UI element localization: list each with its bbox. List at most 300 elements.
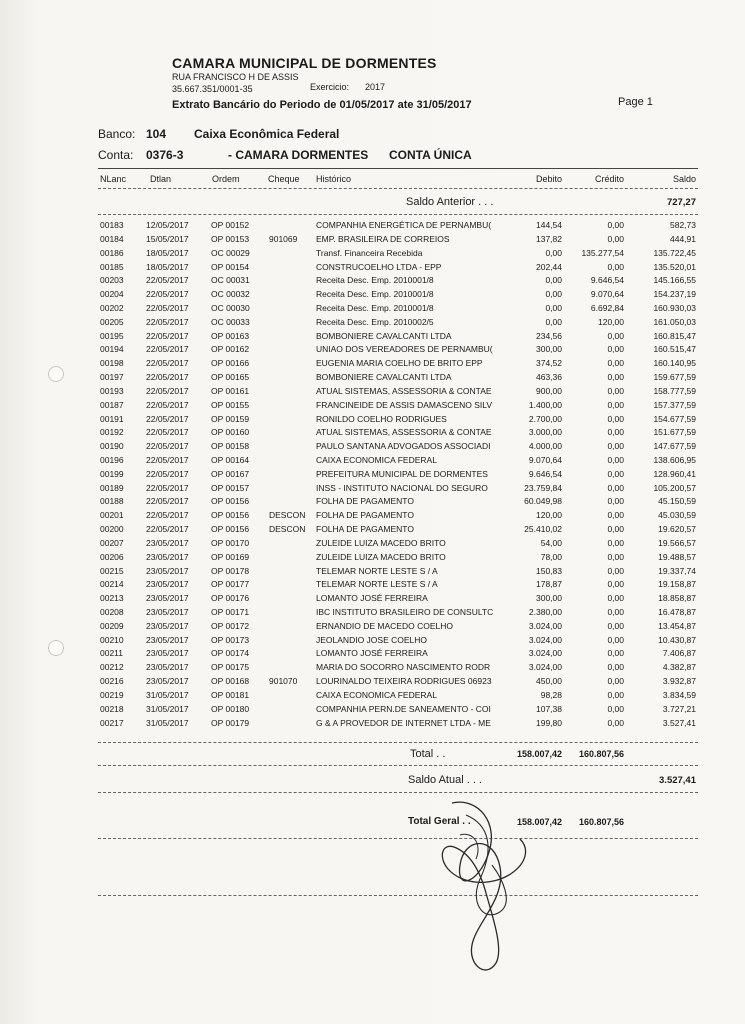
cell-dtlan: 15/05/2017 (146, 233, 189, 244)
cell-dtlan: 22/05/2017 (146, 385, 189, 396)
cell-saldo: 160.815,47 (653, 330, 696, 341)
divider (98, 895, 698, 896)
cell-ordem: OP 00178 (211, 565, 250, 576)
col-nlanc: NLanc (100, 174, 127, 184)
cell-ordem: OC 00031 (211, 275, 250, 286)
cell-historico: IBC INSTITUTO BRASILEIRO DE CONSULTC (316, 607, 494, 617)
cell-dtlan: 22/05/2017 (146, 344, 189, 355)
cell-nlanc: 00212 (100, 662, 124, 673)
cell-nlanc: 00217 (100, 717, 124, 728)
cell-debito: 900,00 (536, 385, 562, 396)
cell-nlanc: 00195 (100, 330, 124, 341)
cell-saldo: 19.566,57 (658, 537, 696, 548)
cell-debito: 3.024,00 (528, 648, 562, 659)
cell-debito: 3.000,00 (528, 427, 562, 438)
cell-dtlan: 23/05/2017 (146, 579, 189, 590)
cell-debito: 78,00 (540, 551, 562, 562)
cell-ordem: OP 00158 (211, 441, 250, 452)
cell-saldo: 147.677,59 (653, 441, 696, 452)
cell-debito: 0,00 (545, 302, 562, 313)
cell-historico: ATUAL SISTEMAS, ASSESSORIA & CONTAE (316, 427, 492, 438)
cell-nlanc: 00191 (100, 413, 124, 424)
col-debito: Debito (535, 174, 562, 184)
cell-historico: COMPANHIA ENERGÉTICA DE PERNAMBU( (316, 220, 492, 230)
cell-debito: 463,36 (536, 372, 562, 382)
cell-saldo: 159.677,59 (653, 372, 696, 382)
cell-dtlan: 23/05/2017 (146, 634, 189, 645)
cell-dtlan: 31/05/2017 (146, 689, 189, 700)
cell-saldo: 19.337,74 (658, 565, 696, 576)
cell-ordem: OP 00160 (211, 427, 250, 438)
cell-nlanc: 00216 (100, 676, 124, 687)
cell-saldo: 19.620,57 (658, 524, 696, 534)
cell-credito: 0,00 (607, 703, 624, 714)
cell-dtlan: 22/05/2017 (146, 441, 189, 452)
cell-dtlan: 31/05/2017 (146, 717, 189, 728)
cell-credito: 0,00 (607, 441, 624, 452)
cell-nlanc: 00207 (100, 537, 124, 548)
cell-historico: LOMANTO JOSÉ FERREIRA (316, 648, 428, 659)
cell-credito: 0,00 (607, 496, 624, 507)
cell-debito: 300,00 (536, 344, 562, 355)
total-label: Total . . (410, 748, 446, 760)
cell-saldo: 19.158,87 (658, 579, 696, 590)
cell-credito: 0,00 (607, 689, 624, 700)
cell-nlanc: 00200 (100, 524, 124, 534)
cell-nlanc: 00187 (100, 399, 124, 410)
cell-saldo: 16.478,87 (658, 607, 696, 617)
total-geral-credito: 160.807,56 (578, 817, 624, 827)
cell-debito: 23.759,84 (524, 482, 562, 493)
cell-historico: UNIAO DOS VEREADORES DE PERNAMBU( (316, 344, 493, 355)
cell-dtlan: 22/05/2017 (146, 275, 189, 286)
cell-saldo: 154.237,19 (653, 289, 696, 300)
cell-debito: 107,38 (536, 703, 562, 714)
cell-credito: 0,00 (607, 662, 624, 673)
cell-debito: 300,00 (536, 593, 562, 604)
cell-historico: FRANCINEIDE DE ASSIS DAMASCENO SILV (316, 399, 493, 410)
cell-historico: EUGENIA MARIA COELHO DE BRITO EPP (316, 358, 483, 369)
cell-dtlan: 22/05/2017 (146, 468, 189, 479)
cell-saldo: 158.777,59 (653, 385, 696, 396)
cell-saldo: 3.834,59 (662, 689, 696, 700)
cell-debito: 144,54 (536, 220, 562, 230)
cell-historico: CAIXA ECONOMICA FEDERAL (316, 454, 437, 465)
cell-nlanc: 00204 (100, 289, 124, 300)
cell-saldo: 18.858,87 (658, 593, 696, 604)
handwritten-signature (430, 795, 540, 985)
cell-credito: 9.646,54 (590, 275, 624, 286)
cell-credito: 0,00 (607, 454, 624, 465)
cell-historico: Receita Desc. Emp. 2010001/8 (316, 302, 434, 313)
total-geral-label: Total Geral . . (408, 816, 471, 827)
cell-ordem: OP 00153 (211, 233, 250, 244)
cell-ordem: OP 00164 (211, 454, 250, 465)
cell-saldo: 7.406,87 (662, 648, 696, 659)
cell-cheque: 901069 (269, 233, 298, 244)
cell-debito: 150,83 (536, 565, 562, 576)
banco-code: 104 (146, 127, 167, 141)
cell-ordem: OP 00181 (211, 689, 250, 700)
cell-nlanc: 00190 (100, 441, 124, 452)
cell-saldo: 105.200,57 (653, 482, 696, 493)
cell-ordem: OP 00166 (211, 358, 250, 369)
cell-dtlan: 18/05/2017 (146, 247, 189, 258)
cell-credito: 135.277,54 (581, 247, 624, 258)
cell-saldo: 444,91 (670, 233, 696, 244)
cell-dtlan: 22/05/2017 (146, 482, 189, 493)
cell-dtlan: 23/05/2017 (146, 607, 189, 617)
cell-debito: 202,44 (536, 261, 562, 272)
org-address: RUA FRANCISCO H DE ASSIS (172, 72, 299, 82)
cell-dtlan: 22/05/2017 (146, 289, 189, 300)
divider (98, 765, 698, 766)
cell-historico: INSS - INSTITUTO NACIONAL DO SEGURO (316, 482, 488, 493)
org-name: CAMARA MUNICIPAL DE DORMENTES (172, 55, 437, 71)
cell-historico: RONILDO COELHO RODRIGUES (316, 413, 447, 424)
cell-historico: MARIA DO SOCORRO NASCIMENTO RODR (316, 662, 491, 673)
cell-saldo: 145.166,55 (653, 275, 696, 286)
col-cheque: Cheque (268, 174, 300, 184)
cell-nlanc: 00213 (100, 593, 124, 604)
cell-debito: 60.049,98 (524, 496, 562, 507)
conta-label: Conta: (98, 148, 134, 162)
cell-nlanc: 00183 (100, 220, 124, 230)
cell-credito: 0,00 (607, 537, 624, 548)
cell-ordem: OP 00163 (211, 330, 250, 341)
divider (98, 188, 698, 189)
cell-credito: 0,00 (607, 593, 624, 604)
cell-credito: 0,00 (607, 344, 624, 355)
cell-dtlan: 22/05/2017 (146, 358, 189, 369)
cell-saldo: 154.677,59 (653, 413, 696, 424)
cell-historico: PAULO SANTANA ADVOGADOS ASSOCIADI (316, 441, 491, 452)
cell-credito: 0,00 (607, 261, 624, 272)
cell-debito: 137,82 (536, 233, 562, 244)
total-debito: 158.007,42 (516, 749, 562, 759)
cell-ordem: OP 00155 (211, 399, 250, 410)
total-geral-debito: 158.007,42 (516, 817, 562, 827)
cell-ordem: OP 00159 (211, 413, 250, 424)
cell-dtlan: 18/05/2017 (146, 261, 189, 272)
cell-ordem: OP 00167 (211, 468, 250, 479)
cell-ordem: OP 00156 (211, 496, 250, 507)
divider (98, 792, 698, 793)
punch-hole (48, 640, 64, 656)
cell-saldo: 135.520,01 (653, 261, 696, 272)
cell-credito: 0,00 (607, 468, 624, 479)
cell-saldo: 3.932,87 (662, 676, 696, 687)
cell-debito: 9.646,54 (528, 468, 562, 479)
cell-historico: Receita Desc. Emp. 2010002/5 (316, 316, 434, 327)
cell-saldo: 3.527,41 (662, 717, 696, 728)
cell-historico: CONSTRUCOELHO LTDA - EPP (316, 261, 442, 272)
cell-credito: 0,00 (607, 358, 624, 369)
cell-dtlan: 23/05/2017 (146, 662, 189, 673)
cell-historico: FOLHA DE PAGAMENTO (316, 524, 414, 534)
cell-ordem: OP 00176 (211, 593, 250, 604)
cell-nlanc: 00201 (100, 510, 124, 521)
cell-ordem: OP 00156 (211, 510, 250, 521)
cell-debito: 98,28 (540, 689, 562, 700)
cell-historico: LOMANTO JOSÉ FERREIRA (316, 593, 428, 604)
conta-name: - CAMARA DORMENTES (228, 148, 369, 162)
cell-nlanc: 00206 (100, 551, 124, 562)
cell-saldo: 135.722,45 (653, 247, 696, 258)
divider (98, 838, 698, 839)
cell-ordem: OP 00172 (211, 620, 250, 631)
cell-nlanc: 00219 (100, 689, 124, 700)
cell-nlanc: 00203 (100, 275, 124, 286)
cell-debito: 450,00 (536, 676, 562, 687)
cell-saldo: 10.430,87 (658, 634, 696, 645)
cell-nlanc: 00215 (100, 565, 124, 576)
cell-credito: 0,00 (607, 385, 624, 396)
cell-dtlan: 22/05/2017 (146, 454, 189, 465)
cell-ordem: OP 00156 (211, 524, 250, 534)
col-dtlan: Dtlan (150, 174, 172, 184)
cell-saldo: 45.150,59 (658, 496, 696, 507)
cell-debito: 0,00 (545, 247, 562, 258)
cell-saldo: 157.377,59 (653, 399, 696, 410)
cell-nlanc: 00192 (100, 427, 124, 438)
cell-nlanc: 00214 (100, 579, 124, 590)
divider (98, 742, 698, 743)
cell-nlanc: 00208 (100, 607, 124, 617)
cell-credito: 0,00 (607, 579, 624, 590)
cell-nlanc: 00211 (100, 648, 124, 659)
cell-dtlan: 22/05/2017 (146, 524, 189, 534)
cell-debito: 0,00 (545, 275, 562, 286)
cell-debito: 3.024,00 (528, 620, 562, 631)
cell-credito: 0,00 (607, 220, 624, 230)
cell-ordem: OP 00171 (211, 607, 250, 617)
cell-debito: 120,00 (536, 510, 562, 521)
org-cnpj: 35.667.351/0001-35 (172, 84, 253, 94)
bleed-through-mark (88, 48, 99, 93)
cell-dtlan: 22/05/2017 (146, 510, 189, 521)
conta-code: 0376-3 (146, 148, 184, 162)
cell-credito: 0,00 (607, 510, 624, 521)
exercicio-label: Exercicio: (310, 82, 350, 92)
col-saldo: Saldo (672, 174, 696, 184)
cell-historico: ZULEIDE LUIZA MACEDO BRITO (316, 537, 446, 548)
cell-saldo: 4.382,87 (662, 662, 696, 673)
cell-saldo: 582,73 (670, 220, 696, 230)
cell-saldo: 128.960,41 (653, 468, 696, 479)
cell-debito: 178,87 (536, 579, 562, 590)
divider (98, 214, 698, 215)
divider (98, 168, 698, 169)
saldo-atual-value: 3.527,41 (659, 775, 696, 786)
cell-credito: 0,00 (607, 399, 624, 410)
cell-dtlan: 23/05/2017 (146, 620, 189, 631)
cell-debito: 54,00 (540, 537, 562, 548)
cell-debito: 4.000,00 (528, 441, 562, 452)
cell-ordem: OP 00175 (211, 662, 250, 673)
col-ordem: Ordem (212, 174, 240, 184)
cell-nlanc: 00189 (100, 482, 124, 493)
cell-ordem: OP 00162 (211, 344, 250, 355)
cell-nlanc: 00194 (100, 344, 124, 355)
cell-credito: 0,00 (607, 565, 624, 576)
cell-credito: 0,00 (607, 482, 624, 493)
cell-historico: ERNANDIO DE MACEDO COELHO (316, 620, 453, 631)
cell-credito: 0,00 (607, 427, 624, 438)
cell-credito: 0,00 (607, 648, 624, 659)
saldo-atual-label: Saldo Atual . . . (408, 774, 482, 786)
cell-ordem: OP 00157 (211, 482, 250, 493)
cell-nlanc: 00199 (100, 468, 124, 479)
cell-nlanc: 00185 (100, 261, 124, 272)
banco-name: Caixa Econômica Federal (194, 127, 340, 141)
cell-credito: 0,00 (607, 676, 624, 687)
cell-debito: 9.070,64 (528, 454, 562, 465)
saldo-anterior-value: 727,27 (666, 197, 696, 208)
cell-dtlan: 22/05/2017 (146, 302, 189, 313)
cell-nlanc: 00210 (100, 634, 124, 645)
cell-nlanc: 00197 (100, 372, 124, 382)
cell-credito: 0,00 (607, 551, 624, 562)
cell-credito: 0,00 (607, 717, 624, 728)
cell-ordem: OP 00179 (211, 717, 250, 728)
cell-historico: G & A PROVEDOR DE INTERNET LTDA - ME (316, 717, 491, 728)
cell-credito: 0,00 (607, 620, 624, 631)
cell-nlanc: 00186 (100, 247, 124, 258)
cell-nlanc: 00188 (100, 496, 124, 507)
cell-saldo: 160.930,03 (653, 302, 696, 313)
cell-nlanc: 00205 (100, 316, 124, 327)
cell-saldo: 151.677,59 (653, 427, 696, 438)
cell-credito: 0,00 (607, 233, 624, 244)
total-credito: 160.807,56 (578, 749, 624, 759)
cell-dtlan: 23/05/2017 (146, 565, 189, 576)
cell-ordem: OP 00173 (211, 634, 250, 645)
cell-debito: 3.024,00 (528, 634, 562, 645)
cell-dtlan: 23/05/2017 (146, 648, 189, 659)
cell-dtlan: 31/05/2017 (146, 703, 189, 714)
cell-saldo: 19.488,57 (658, 551, 696, 562)
cell-cheque: 901070 (269, 676, 298, 687)
cell-nlanc: 00198 (100, 358, 124, 369)
cell-saldo: 160.140,95 (653, 358, 696, 369)
cell-historico: PREFEITURA MUNICIPAL DE DORMENTES (316, 468, 488, 479)
cell-saldo: 45.030,59 (658, 510, 696, 521)
cell-credito: 0,00 (607, 372, 624, 382)
cell-historico: BOMBONIERE CAVALCANTI LTDA (316, 372, 452, 382)
cell-dtlan: 22/05/2017 (146, 427, 189, 438)
col-historico: Histórico (316, 174, 352, 184)
cell-debito: 234,56 (536, 330, 562, 341)
cell-cheque: DESCON (269, 510, 306, 521)
exercicio-value: 2017 (365, 82, 386, 92)
cell-ordem: OP 00169 (211, 551, 250, 562)
cell-credito: 0,00 (607, 524, 624, 534)
cell-historico: BOMBONIERE CAVALCANTI LTDA (316, 330, 452, 341)
cell-dtlan: 23/05/2017 (146, 537, 189, 548)
cell-debito: 0,00 (545, 316, 562, 327)
cell-credito: 9.070,64 (590, 289, 624, 300)
saldo-anterior-label: Saldo Anterior . . . (406, 196, 494, 208)
cell-ordem: OC 00033 (211, 316, 250, 327)
cell-historico: COMPANHIA PERN.DE SANEAMENTO - COI (316, 703, 491, 714)
cell-saldo: 13.454,87 (658, 620, 696, 631)
cell-dtlan: 22/05/2017 (146, 372, 189, 382)
cell-ordem: OP 00152 (211, 220, 250, 230)
cell-saldo: 138.606,95 (653, 454, 696, 465)
cell-historico: Receita Desc. Emp. 2010001/8 (316, 275, 434, 286)
cell-nlanc: 00202 (100, 302, 124, 313)
cell-saldo: 3.727,21 (662, 703, 696, 714)
cell-debito: 1.400,00 (528, 399, 562, 410)
cell-dtlan: 22/05/2017 (146, 330, 189, 341)
cell-debito: 374,52 (536, 358, 562, 369)
cell-dtlan: 23/05/2017 (146, 676, 189, 687)
cell-credito: 0,00 (607, 634, 624, 645)
cell-ordem: OP 00165 (211, 372, 250, 382)
cell-ordem: OC 00029 (211, 247, 250, 258)
cell-credito: 0,00 (607, 607, 624, 617)
cell-debito: 25.410,02 (524, 524, 562, 534)
cell-credito: 6.692,84 (590, 302, 624, 313)
cell-debito: 3.024,00 (528, 662, 562, 673)
cell-historico: LOURINALDO TEIXEIRA RODRIGUES 06923 (316, 676, 492, 687)
cell-credito: 120,00 (598, 316, 624, 327)
cell-dtlan: 22/05/2017 (146, 413, 189, 424)
cell-historico: Receita Desc. Emp. 2010001/8 (316, 289, 434, 300)
cell-historico: FOLHA DE PAGAMENTO (316, 496, 414, 507)
cell-debito: 2.700,00 (528, 413, 562, 424)
col-credito: Crédito (594, 174, 624, 184)
cell-dtlan: 12/05/2017 (146, 220, 189, 230)
cell-historico: TELEMAR NORTE LESTE S / A (316, 579, 438, 590)
cell-debito: 2.380,00 (528, 607, 562, 617)
punch-hole (48, 366, 64, 382)
cell-ordem: OP 00154 (211, 261, 250, 272)
cell-historico: TELEMAR NORTE LESTE S / A (316, 565, 438, 576)
cell-historico: FOLHA DE PAGAMENTO (316, 510, 414, 521)
banco-label: Banco: (98, 127, 136, 141)
cell-credito: 0,00 (607, 330, 624, 341)
cell-nlanc: 00196 (100, 454, 124, 465)
conta-type: CONTA ÚNICA (389, 148, 472, 162)
cell-ordem: OP 00161 (211, 385, 250, 396)
cell-dtlan: 23/05/2017 (146, 593, 189, 604)
cell-debito: 199,80 (536, 717, 562, 728)
cell-historico: JEOLANDIO JOSE COELHO (316, 634, 427, 645)
cell-ordem: OP 00177 (211, 579, 250, 590)
cell-dtlan: 22/05/2017 (146, 316, 189, 327)
cell-historico: ATUAL SISTEMAS, ASSESSORIA & CONTAE (316, 385, 492, 396)
cell-nlanc: 00184 (100, 233, 124, 244)
cell-credito: 0,00 (607, 413, 624, 424)
cell-historico: EMP. BRASILEIRA DE CORREIOS (316, 233, 450, 244)
cell-nlanc: 00193 (100, 385, 124, 396)
cell-saldo: 161.050,03 (653, 316, 696, 327)
cell-ordem: OP 00180 (211, 703, 250, 714)
cell-nlanc: 00218 (100, 703, 124, 714)
cell-debito: 0,00 (545, 289, 562, 300)
cell-dtlan: 23/05/2017 (146, 551, 189, 562)
cell-dtlan: 22/05/2017 (146, 399, 189, 410)
cell-ordem: OC 00032 (211, 289, 250, 300)
cell-cheque: DESCON (269, 524, 306, 534)
cell-historico: Transf. Financeira Recebida (316, 247, 423, 258)
cell-historico: CAIXA ECONOMICA FEDERAL (316, 689, 437, 700)
page-number: Page 1 (618, 96, 653, 108)
cell-ordem: OP 00174 (211, 648, 250, 659)
cell-historico: ZULEIDE LUIZA MACEDO BRITO (316, 551, 446, 562)
